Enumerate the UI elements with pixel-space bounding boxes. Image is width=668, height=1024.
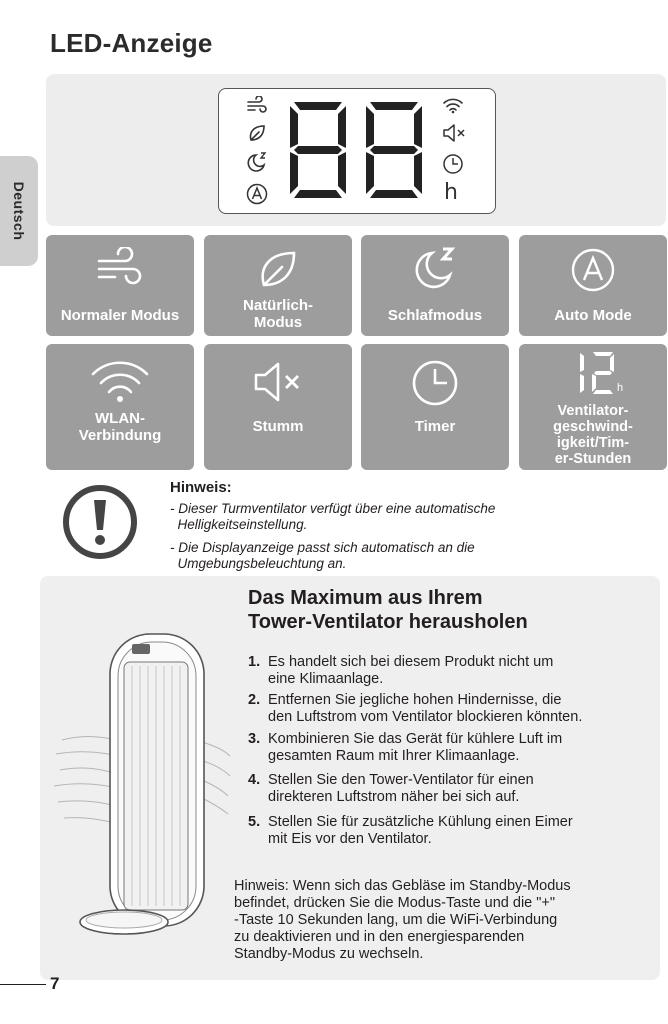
auto-a-icon xyxy=(570,247,616,293)
leaf-icon xyxy=(256,247,300,291)
page-title: LED-Anzeige xyxy=(50,28,213,58)
tile-auto-mode xyxy=(519,235,667,336)
tile-timer xyxy=(361,344,509,470)
tip-item xyxy=(248,731,658,765)
tip-item xyxy=(248,692,658,726)
exclamation-icon xyxy=(62,484,138,560)
mute-icon xyxy=(442,123,466,143)
tile-label: Normaler Modus xyxy=(60,307,180,324)
note-title: Hinweis: xyxy=(170,479,232,496)
tile-label: Auto Mode xyxy=(554,307,632,324)
note-item: - Dieser Turmventilator verfügt über eine automatische Helligkeitseinstellung. xyxy=(170,501,496,532)
note-item: - Die Displayanzeige passt sich automatisch an die Umgebungsbeleuchtung an. xyxy=(170,540,475,571)
mute-icon xyxy=(250,360,306,404)
tile-mute xyxy=(204,344,352,470)
tips-footnote: Hinweis: Wenn sich das Gebläse im Standby-Modus befindet, drücken Sie die Modus-Taste und die "+" -Taste 10 Sekunden lang, um die WiFi-Verbindung zu deaktivieren und in den energiesparenden Standby-Modus zu wechseln. xyxy=(234,878,571,962)
tile-sleep-mode xyxy=(361,235,509,336)
tip-number: 3. xyxy=(248,731,261,747)
tip-number: 1. xyxy=(248,654,261,670)
page-number: 7 xyxy=(50,974,60,993)
tile-label: Timer xyxy=(414,418,456,435)
tip-number: 2. xyxy=(248,692,261,708)
tile-label: Natürlich- Modus xyxy=(242,297,313,331)
tile-natural-mode xyxy=(204,235,352,336)
tips-title: Das Maximum aus Ihrem Tower-Ventilator herausholen xyxy=(248,587,528,633)
tip-item xyxy=(248,654,658,688)
tile-label: Schlafmodus xyxy=(387,307,483,324)
hours-unit: h xyxy=(444,180,458,205)
tile-label: Ventilator- geschwind- igkeit/Tim- er-Stunden xyxy=(553,403,633,467)
moon-sleep-icon xyxy=(410,245,460,293)
auto-a-icon xyxy=(246,183,268,205)
tile-label: Stumm xyxy=(252,418,304,435)
tile-wifi xyxy=(46,344,194,470)
tip-text: Stellen Sie den Tower-Ventilator für einen direkteren Luftstrom näher bei sich auf. xyxy=(268,772,534,805)
leaf-icon xyxy=(247,123,267,143)
tower-fan-illustration xyxy=(52,630,232,940)
wifi-icon xyxy=(89,356,151,404)
tile-label: WLAN- Verbindung xyxy=(78,410,162,444)
wifi-icon xyxy=(442,96,464,114)
language-tab-label: Deutsch xyxy=(11,181,27,241)
tip-text: Es handelt sich bei diesem Produkt nicht um eine Klimaanlage. xyxy=(268,654,554,687)
tip-text: Kombinieren Sie das Gerät für kühlere Luft im gesamten Raum mit Ihrer Klimaanlage. xyxy=(268,731,563,764)
clock-icon xyxy=(442,153,464,175)
moon-sleep-icon xyxy=(246,151,268,173)
clock-icon xyxy=(410,358,460,408)
tip-item xyxy=(248,814,658,848)
tip-text: Stellen Sie für zusätzliche Kühlung einen Eimer mit Eis vor den Ventilator. xyxy=(268,814,573,847)
digit-unit-h: h xyxy=(617,382,624,394)
wind-icon xyxy=(95,247,145,291)
tip-item xyxy=(248,772,658,806)
tip-number: 5. xyxy=(248,814,261,830)
language-tab xyxy=(0,156,38,266)
tile-speed-hours xyxy=(519,344,667,470)
tile-normal-mode xyxy=(46,235,194,336)
tip-text: Entfernen Sie jegliche hohen Hindernisse, die den Luftstrom vom Ventilator blockieren könnten. xyxy=(268,692,583,725)
footer-rule xyxy=(0,984,46,985)
wind-icon xyxy=(246,96,268,116)
tip-number: 4. xyxy=(248,772,261,788)
seven-segment-digits xyxy=(284,100,432,200)
